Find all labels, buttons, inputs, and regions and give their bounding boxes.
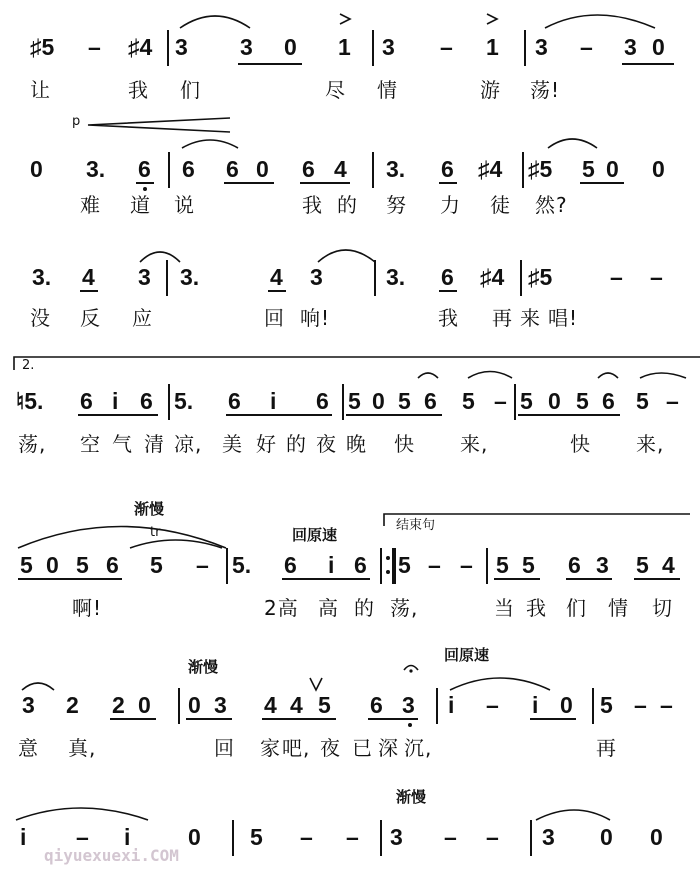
barline <box>524 30 526 66</box>
note: 6 <box>138 156 151 182</box>
note: 0 <box>372 388 385 414</box>
note: 3 <box>596 552 609 578</box>
repeat-bar-thin <box>380 548 382 584</box>
lyric: 晚 <box>346 432 367 456</box>
note: i <box>448 692 455 718</box>
barline <box>486 548 488 584</box>
barline <box>232 820 234 856</box>
barline <box>166 260 168 296</box>
tempo-ritardando: 渐慢 <box>396 788 427 806</box>
note: 1 <box>486 34 499 60</box>
dash: – <box>610 264 623 290</box>
dash: – <box>428 552 441 578</box>
lyric: 让 <box>30 78 51 102</box>
barline <box>436 688 438 724</box>
note: 0 <box>256 156 269 182</box>
note: 5 <box>636 388 649 414</box>
lyric: 吧, <box>282 736 311 760</box>
note: 3 <box>240 34 253 60</box>
beam <box>580 182 624 184</box>
note: 2 <box>112 692 125 718</box>
barline <box>592 688 594 724</box>
lyric: 切 <box>652 596 673 620</box>
lyric: 的 <box>337 193 358 217</box>
note: 0 <box>600 824 613 850</box>
beam <box>300 182 350 184</box>
note: i <box>20 824 27 850</box>
lyric: 再 <box>596 736 617 760</box>
note: ♯4 <box>480 264 505 290</box>
beam <box>439 182 457 184</box>
lyric: 们 <box>566 596 587 620</box>
dash: – <box>460 552 473 578</box>
lyric: 家 <box>260 736 281 760</box>
note: i <box>112 388 119 414</box>
beam <box>282 578 370 580</box>
lyric: 应 <box>132 306 153 330</box>
tempo-ritardando: 渐慢 <box>134 500 165 518</box>
beam <box>224 182 274 184</box>
note: 6 <box>226 156 239 182</box>
note: 6 <box>441 264 454 290</box>
lyric: 凉, <box>174 432 203 456</box>
note: 3 <box>214 692 227 718</box>
note: ♮5. <box>16 388 44 414</box>
dash: – <box>346 824 359 850</box>
note: 5 <box>636 552 649 578</box>
dash: – <box>580 34 593 60</box>
note: 3 <box>175 34 188 60</box>
lyric: 努 <box>386 193 407 217</box>
note: 3 <box>535 34 548 60</box>
beam <box>80 290 98 292</box>
beam <box>346 414 442 416</box>
barline <box>178 688 180 724</box>
note: 6 <box>302 156 315 182</box>
tempo-a-tempo: 回原速 <box>444 646 490 664</box>
lyric: 当 <box>494 596 515 620</box>
note: 3 <box>138 264 151 290</box>
tempo-a-tempo: 回原速 <box>292 526 338 544</box>
lyric: 快 <box>394 432 415 456</box>
lyric: 美 <box>222 432 243 456</box>
beam <box>268 290 286 292</box>
lyric: 唱! <box>548 306 579 330</box>
note: 5 <box>250 824 263 850</box>
barline <box>372 30 374 66</box>
note: 6 <box>568 552 581 578</box>
note: 5 <box>20 552 33 578</box>
note: ♯5 <box>30 34 55 60</box>
note: 4 <box>662 552 675 578</box>
note: 5 <box>520 388 533 414</box>
lyric: 然? <box>535 193 568 217</box>
note: 5 <box>398 552 411 578</box>
lyric: 我 <box>526 596 547 620</box>
lyric: 已 <box>352 736 373 760</box>
note: 3. <box>386 156 406 182</box>
lyric: 我 <box>302 193 323 217</box>
barline <box>374 260 376 296</box>
lyric: 回 <box>214 736 235 760</box>
lyric: 们 <box>180 78 201 102</box>
lyric: 快 <box>570 432 591 456</box>
lyric: 夜 <box>320 736 341 760</box>
note: 3. <box>180 264 200 290</box>
note: 0 <box>188 824 201 850</box>
note: 3. <box>386 264 406 290</box>
beam <box>368 718 418 720</box>
note: 6 <box>106 552 119 578</box>
note: 3 <box>542 824 555 850</box>
note: 0 <box>46 552 59 578</box>
note: 5 <box>576 388 589 414</box>
lyric: 清 <box>144 432 165 456</box>
note: 0 <box>138 692 151 718</box>
lyric: 没 <box>30 306 51 330</box>
dynamic-mark: p <box>72 114 81 129</box>
lyric: 高 <box>318 596 339 620</box>
note: 5 <box>150 552 163 578</box>
lyric: 回 <box>264 306 285 330</box>
note: i <box>124 824 131 850</box>
dash: – <box>494 388 507 414</box>
dash: – <box>76 824 89 850</box>
lyric: 我 <box>128 78 149 102</box>
lyric: 来, <box>636 432 665 456</box>
note: 3. <box>32 264 52 290</box>
note: 6 <box>284 552 297 578</box>
barline <box>514 384 516 420</box>
lyric: 夜 <box>316 432 337 456</box>
ending-label: 结束句 <box>396 518 436 533</box>
barline <box>342 384 344 420</box>
note: 2 <box>66 692 79 718</box>
note: 6 <box>370 692 383 718</box>
barline <box>530 820 532 856</box>
lyric: 沉, <box>404 736 433 760</box>
beam <box>136 182 154 184</box>
note: 5 <box>348 388 361 414</box>
beam <box>18 578 122 580</box>
note: 0 <box>606 156 619 182</box>
lyric: 的 <box>354 596 375 620</box>
lyric: 道 <box>130 193 151 217</box>
lyric: 空 <box>80 432 101 456</box>
barline <box>168 384 170 420</box>
dash: – <box>486 692 499 718</box>
dash: – <box>88 34 101 60</box>
lyric: 说 <box>174 193 195 217</box>
lyric: 来 <box>520 306 541 330</box>
dash: – <box>634 692 647 718</box>
beam <box>238 63 302 65</box>
note: 4 <box>334 156 347 182</box>
note: i <box>328 552 335 578</box>
note: 6 <box>182 156 195 182</box>
lyric: 啊! <box>72 596 103 620</box>
lyric: 真, <box>68 736 97 760</box>
beam <box>110 718 156 720</box>
note: 6 <box>228 388 241 414</box>
note: 6 <box>441 156 454 182</box>
note: 6 <box>140 388 153 414</box>
note: 5 <box>582 156 595 182</box>
note: 0 <box>548 388 561 414</box>
lyric: 荡, <box>18 432 47 456</box>
dash: – <box>486 824 499 850</box>
lyric: 荡! <box>530 78 561 102</box>
note: 3 <box>624 34 637 60</box>
note: 6 <box>316 388 329 414</box>
note: 4 <box>270 264 283 290</box>
barline <box>520 260 522 296</box>
dash: – <box>660 692 673 718</box>
note: 5 <box>318 692 331 718</box>
lyric: 力 <box>440 193 461 217</box>
octave-dot <box>408 723 412 727</box>
barline <box>226 548 228 584</box>
lyric: 情 <box>608 596 629 620</box>
dash: – <box>196 552 209 578</box>
lyric: 来, <box>460 432 489 456</box>
note: i <box>270 388 277 414</box>
lyric: 响! <box>300 306 331 330</box>
lyric: 深 <box>378 736 399 760</box>
note: 0 <box>652 34 665 60</box>
beam <box>634 578 680 580</box>
beam <box>78 414 158 416</box>
dash: – <box>650 264 663 290</box>
note: 3. <box>86 156 106 182</box>
note: 4 <box>264 692 277 718</box>
repeat-bar-thick <box>392 548 396 584</box>
barline <box>372 152 374 188</box>
note: ♯5 <box>528 156 553 182</box>
lyric: 反 <box>80 306 101 330</box>
lyric: 再 <box>492 306 513 330</box>
lyric: 情 <box>377 78 398 102</box>
lyric: 徒 <box>490 193 511 217</box>
lyric: 难 <box>80 193 101 217</box>
note: 6 <box>80 388 93 414</box>
note: 5. <box>174 388 194 414</box>
lyric: 意 <box>18 736 39 760</box>
beam <box>518 414 620 416</box>
lyric: 气 <box>112 432 133 456</box>
beam <box>186 718 232 720</box>
note: 3 <box>390 824 403 850</box>
note: 5 <box>398 388 411 414</box>
note: 5 <box>462 388 475 414</box>
note: 0 <box>188 692 201 718</box>
note: 3 <box>22 692 35 718</box>
note: 0 <box>650 824 663 850</box>
note: i <box>532 692 539 718</box>
note: 3 <box>382 34 395 60</box>
note: 0 <box>30 156 43 182</box>
beam <box>262 718 336 720</box>
trill-mark: tr <box>150 525 161 540</box>
note: ♯4 <box>128 34 153 60</box>
note: 0 <box>652 156 665 182</box>
octave-dot <box>143 187 147 191</box>
note: 4 <box>290 692 303 718</box>
lyric: 我 <box>438 306 459 330</box>
note: 4 <box>82 264 95 290</box>
watermark: qiyuexuexi.COM <box>44 846 179 865</box>
note: 5. <box>232 552 252 578</box>
lyric: 荡, <box>390 596 419 620</box>
volta-label: 2. <box>22 358 35 373</box>
lyric: 的 <box>286 432 307 456</box>
barline <box>168 152 170 188</box>
note: ♯4 <box>478 156 503 182</box>
note: 5 <box>496 552 509 578</box>
dash: – <box>666 388 679 414</box>
dash: – <box>300 824 313 850</box>
note: 6 <box>424 388 437 414</box>
lyric: 尽 <box>325 78 346 102</box>
note: 3 <box>310 264 323 290</box>
beam <box>622 63 674 65</box>
note: 3 <box>402 692 415 718</box>
tempo-ritardando: 渐慢 <box>188 658 219 676</box>
lyric: 游 <box>480 78 501 102</box>
note: 5 <box>76 552 89 578</box>
barline <box>522 152 524 188</box>
barline <box>380 820 382 856</box>
note: ♯5 <box>528 264 553 290</box>
note: 6 <box>602 388 615 414</box>
note: 5 <box>522 552 535 578</box>
lyric: 好 <box>256 432 277 456</box>
beam <box>439 290 457 292</box>
beam <box>494 578 540 580</box>
note: 0 <box>284 34 297 60</box>
note: 0 <box>560 692 573 718</box>
note: 1 <box>338 34 351 60</box>
dash: – <box>440 34 453 60</box>
lyric: 2高 <box>264 596 299 620</box>
barline <box>167 30 169 66</box>
beam <box>530 718 576 720</box>
dash: – <box>444 824 457 850</box>
beam <box>566 578 612 580</box>
note: 6 <box>354 552 367 578</box>
beam <box>226 414 332 416</box>
note: 5 <box>600 692 613 718</box>
